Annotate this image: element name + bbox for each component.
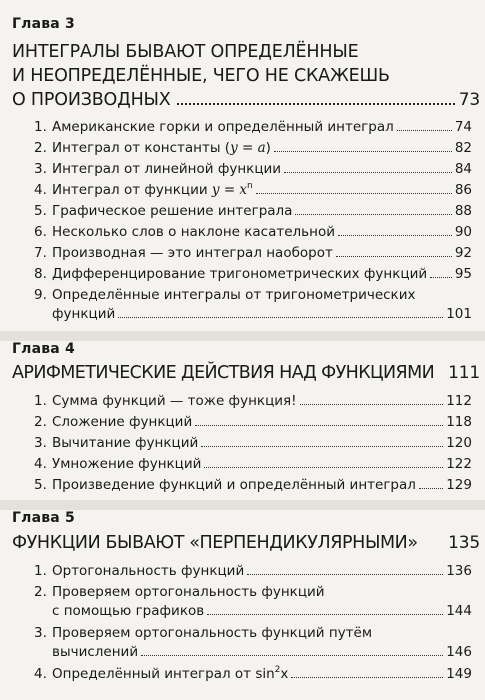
entry-page: 90 [454, 224, 472, 240]
entry-page: 88 [454, 203, 472, 219]
entry-page: 118 [446, 414, 472, 430]
entry-title-text: Интеграл от функции [52, 182, 212, 198]
dot-leader [397, 130, 452, 131]
entry-number: 2. [34, 584, 47, 600]
entry-number: 8. [34, 266, 47, 282]
entry-title: Несколько слов о наклоне касательной [52, 224, 335, 240]
entry-page: 112 [446, 393, 472, 409]
dot-leader [274, 151, 452, 152]
section-divider [0, 331, 485, 341]
chapter-5-label: Глава 5 [12, 510, 75, 526]
entry-page: 84 [454, 161, 472, 177]
entry-title: Производная — это интеграл наоборот [52, 245, 333, 261]
entry-page: 122 [446, 456, 472, 472]
entry-title: Определённые интегралы от тригонометрических [52, 287, 416, 303]
chapter-3-label: Глава 3 [12, 16, 75, 32]
entry-number: 4. [34, 182, 47, 198]
toc-entry[interactable] [34, 118, 472, 137]
chapter-4-title-line1: АРИФМЕТИЧЕСКИЕ ДЕЙСТВИЯ НАД ФУНКЦИЯМИ [12, 363, 435, 383]
entry-title: Сумма функций — тоже функция! [52, 393, 297, 409]
entry-number: 5. [34, 477, 47, 493]
entry-number: 1. [34, 563, 47, 579]
chapter-3-title-line3: О ПРОИЗВОДНЫХ [12, 90, 171, 110]
toc-entry[interactable] [34, 244, 472, 263]
chapter-5-title-line1: ФУНКЦИИ БЫВАЮТ «ПЕРПЕНДИКУЛЯРНЫМИ» [12, 533, 418, 553]
section-divider [0, 500, 485, 510]
entry-title: Проверяем ортогональность функций путём [52, 625, 373, 641]
dot-leader [247, 574, 443, 575]
dot-leader [295, 214, 451, 215]
entry-title-continued: вычислений [52, 644, 139, 660]
entry-number: 5. [34, 203, 47, 219]
entry-math: y = x [211, 182, 248, 198]
entry-page: 82 [454, 140, 472, 156]
entry-title: Вычитание функций [52, 435, 199, 451]
chapter-4-title[interactable] [12, 361, 480, 385]
toc-entry[interactable] [34, 202, 472, 221]
entry-title: Умножение функций [52, 456, 202, 472]
entry-number: 2. [34, 140, 47, 156]
chapter-5-page: 135 [448, 533, 480, 553]
dot-leader [118, 317, 443, 318]
chapter-4-page: 111 [448, 363, 480, 383]
chapter-3-title-line1: ИНТЕГРАЛЫ БЫВАЮТ ОПРЕДЕЛЁННЫЕ [12, 42, 359, 62]
dot-leader [207, 614, 443, 615]
toc-entry[interactable] [34, 624, 472, 662]
entry-title: Ортогональность функций [52, 563, 245, 579]
entry-number: 6. [34, 224, 47, 240]
entry-number: 9. [34, 287, 47, 303]
dot-leader [256, 193, 452, 194]
chapter-4-label: Глава 4 [12, 341, 75, 357]
entry-title-text: Интеграл от константы ( [52, 140, 231, 156]
chapter-3-title[interactable] [12, 40, 480, 112]
entry-title [52, 665, 288, 684]
entry-page: 92 [454, 245, 472, 261]
entry-title-continued: с помощью графиков [52, 603, 205, 619]
entry-number: 3. [34, 625, 47, 641]
dot-leader [284, 172, 452, 173]
dot-leader [419, 488, 443, 489]
toc-entry[interactable] [34, 455, 472, 474]
entry-superscript: n [247, 181, 253, 191]
entry-number: 3. [34, 435, 47, 451]
entry-number: 4. [34, 456, 47, 472]
entry-page: 146 [446, 644, 472, 660]
dot-leader [336, 256, 452, 257]
entry-number: 4. [34, 666, 47, 682]
entry-title: Сложение функций [52, 414, 193, 430]
toc-entry[interactable] [34, 665, 472, 684]
entry-page: 149 [446, 666, 472, 682]
toc-entry[interactable] [34, 434, 472, 453]
dot-leader [300, 404, 444, 405]
toc-entry[interactable] [34, 583, 472, 621]
entry-title [52, 139, 271, 158]
entry-math: y = a [230, 140, 266, 156]
entry-number: 1. [34, 119, 47, 135]
toc-entry[interactable] [34, 265, 472, 284]
entry-page: 144 [446, 603, 472, 619]
toc-entry[interactable] [34, 476, 472, 495]
chapter-3-title-line2: И НЕОПРЕДЕЛЁННЫЕ, ЧЕГО НЕ СКАЖЕШЬ [12, 66, 390, 86]
dot-leader [204, 467, 443, 468]
entry-title-continued: функций [52, 306, 116, 322]
entry-number: 1. [34, 393, 47, 409]
dot-leader [195, 425, 443, 426]
entry-title: Интеграл от линейной функции [52, 161, 282, 177]
entry-title: Проверяем ортогональность функций [52, 584, 325, 600]
entry-page: 74 [454, 119, 472, 135]
entry-number: 3. [34, 161, 47, 177]
entry-page: 86 [454, 182, 472, 198]
entry-superscript: 2 [274, 665, 281, 675]
toc-entry[interactable] [34, 286, 472, 324]
toc-entry[interactable] [34, 413, 472, 432]
toc-entry[interactable] [34, 160, 472, 179]
entry-title: Произведение функций и определённый интеграл [52, 477, 416, 493]
dot-leader [338, 235, 452, 236]
dot-leader [177, 103, 455, 105]
toc-entry[interactable] [34, 139, 472, 158]
entry-number: 2. [34, 414, 47, 430]
entry-title [52, 181, 253, 200]
entry-title: Графическое решение интеграла [52, 203, 293, 219]
entry-page: 136 [446, 563, 472, 579]
dot-leader [430, 277, 452, 278]
toc-entry[interactable] [34, 562, 472, 581]
entry-page: 129 [446, 477, 472, 493]
entry-page: 95 [454, 266, 472, 282]
entry-title-text: ) [265, 140, 271, 156]
chapter-3-page: 73 [458, 90, 480, 110]
toc-entry[interactable] [34, 181, 472, 200]
entry-title-text: x [280, 666, 289, 682]
dot-leader [201, 446, 443, 447]
entry-number: 7. [34, 245, 47, 261]
toc-entry[interactable] [34, 392, 472, 411]
toc-entry[interactable] [34, 223, 472, 242]
entry-title: Дифференцирование тригонометрических функций [52, 266, 428, 282]
chapter-5-title[interactable] [12, 531, 480, 555]
entry-title: Американские горки и определённый интеграл [52, 119, 394, 135]
entry-title-text: Определённый интеграл от sin [52, 666, 275, 682]
dot-leader [291, 677, 443, 678]
dot-leader [141, 655, 443, 656]
entry-page: 101 [446, 306, 472, 322]
entry-page: 120 [446, 435, 472, 451]
